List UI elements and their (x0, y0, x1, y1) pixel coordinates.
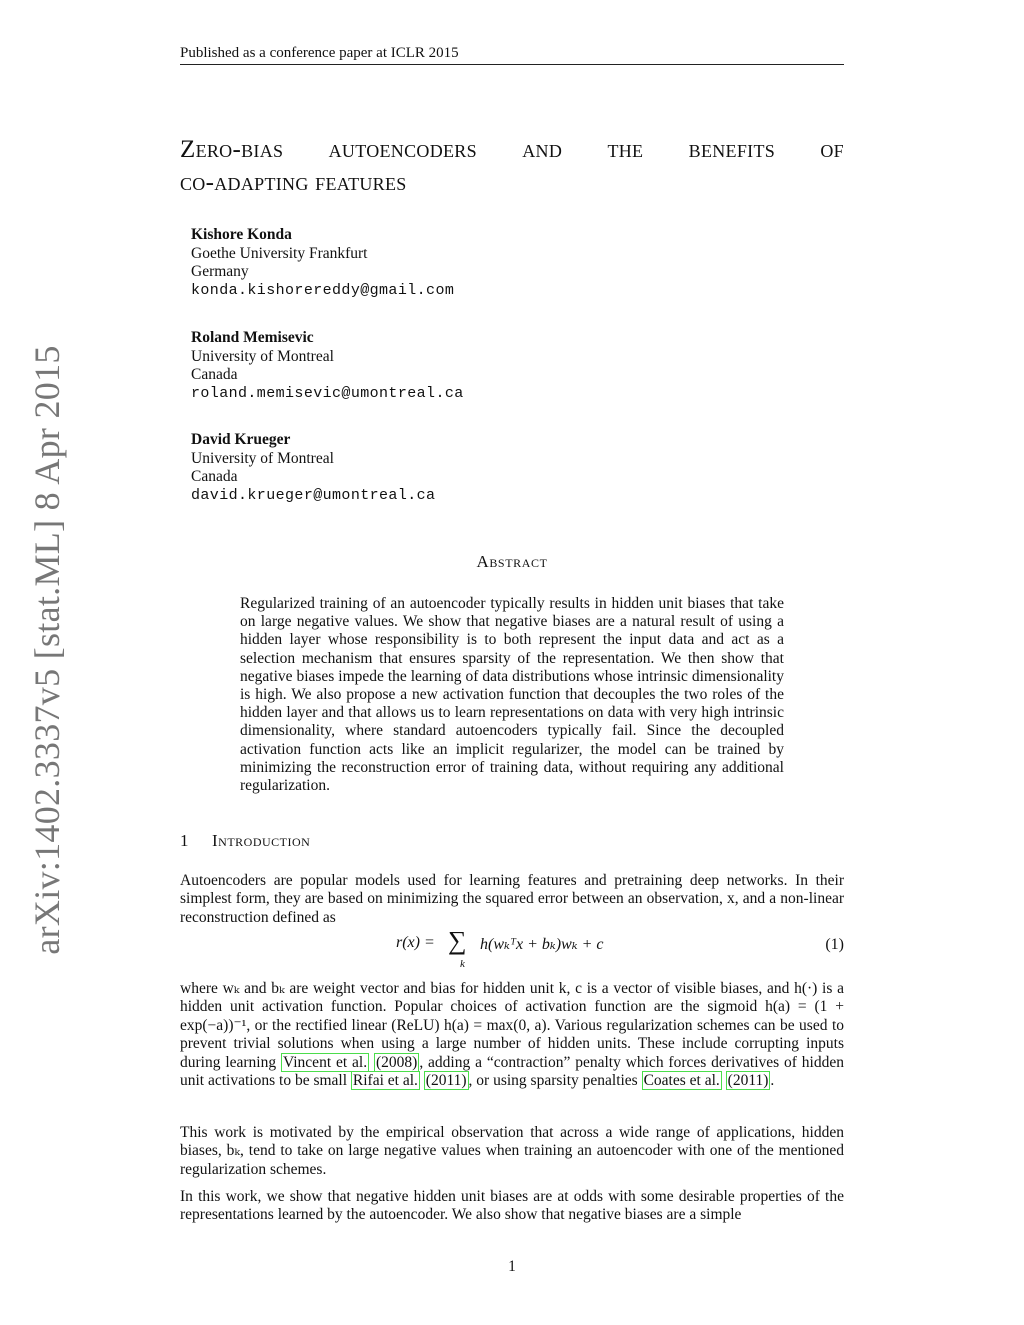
section-number: 1 (180, 831, 189, 850)
author-block (191, 329, 464, 403)
author-name: Roland Memisevic (191, 329, 314, 346)
paper-title (180, 133, 844, 199)
author-country: Germany (191, 263, 249, 280)
author-name: Kishore Konda (191, 226, 292, 243)
running-header: Published as a conference paper at ICLR 2015 (180, 45, 844, 65)
title-word: of (820, 136, 844, 163)
intro-paragraph-3: This work is motivated by the empirical observation that across a wide range of applications, hidden biases, bₖ, tend to take on large negative values when training an autoencoder with one of the mentioned regularization schemes. (180, 1124, 844, 1178)
citation-year-link-coates[interactable]: (2011) (727, 1072, 769, 1090)
author-affiliation: University of Montreal (191, 347, 334, 365)
author-email[interactable]: david.krueger@umontreal.ca (191, 486, 436, 504)
citation-link-coates[interactable]: Coates et al. (643, 1072, 720, 1090)
citation-year-link-rifai[interactable]: (2011) (425, 1072, 467, 1090)
paragraph-text: where wₖ and bₖ are weight vector and bias for hidden unit k, c is a vector of visible biases, and h(·) is a hidden unit activation function. Popular choices of activation function are the sigmoid h(a) = (1 + exp(−a))⁻¹, or the rectified linear (ReLU) h(a) = max(0, a). Various regularization schemes can be used to prevent trivial solutions when using a large number of hidden units. These include corrupting inputs during learning (180, 980, 844, 1071)
title-line-2: co-adapting features (180, 169, 407, 196)
author-affiliation: Goethe University Frankfurt (191, 244, 368, 262)
page-number: 1 (508, 1258, 516, 1275)
author-email[interactable]: konda.kishorereddy@gmail.com (191, 281, 455, 299)
equation-lhs: r(x) = (396, 934, 435, 951)
paragraph-text: , adding a “contraction” penalty which forces derivatives of hidden unit activations to be small (180, 1053, 844, 1090)
title-word: benefits (688, 136, 776, 163)
title-word: Zero-bias (180, 136, 284, 163)
intro-paragraph-1: Autoencoders are popular models used for learning features and pretraining deep networks. In their simplest form, they are based on minimizing the squared error between an observation, x, and a non-linear reconstruction defined as (180, 872, 844, 926)
equation-rhs: h(wₖᵀx + bₖ)wₖ + c (480, 936, 604, 953)
paragraph-text: , or using sparsity penalties (468, 1072, 642, 1090)
author-country: Canada (191, 366, 238, 383)
intro-paragraph-4: In this work, we show that negative hidden unit biases are at odds with some desirable properties of the representations learned by the autoencoder. We also show that negative biases are a simple (180, 1188, 844, 1224)
summation-symbol: ∑ (448, 926, 467, 955)
intro-paragraph-2 (180, 980, 844, 1090)
equation-number: (1) (825, 936, 844, 953)
author-name: David Krueger (191, 431, 291, 448)
citation-link-rifai[interactable]: Rifai et al. (352, 1072, 418, 1090)
citation-link-vincent[interactable]: Vincent et al. (282, 1053, 368, 1071)
abstract-text: Regularized training of an autoencoder typically results in hidden unit biases that take on large negative values. We show that negative biases are a natural result of using a hidden layer whose responsibility is to both represent the input data and act as a selection mechanism that ensures sparsity of the representation. We then show that negative biases impede the learning of data distributions whose intrinsic dimensionality is high. We also propose a new activation function that decouples the two roles of the hidden layer and that allows us to learn representations on data with very high intrinsic dimensionality, where standard autoencoders typically fail. Since the decoupled activation function acts like an implicit regularizer, the model can be trained by minimizing the reconstruction error of training data, without requiring any additional regularization. (240, 595, 784, 795)
title-word: and (522, 136, 563, 163)
title-line-1 (180, 133, 844, 166)
equation-1 (180, 926, 844, 976)
author-country: Canada (191, 468, 238, 485)
abstract-heading: Abstract (476, 552, 548, 571)
citation-year-link-vincent[interactable]: (2008) (375, 1053, 418, 1071)
author-affiliation: University of Montreal (191, 449, 334, 467)
author-block (191, 226, 454, 300)
arxiv-id-text: arXiv:1402.3337v5 [stat.ML] 8 Apr 2015 (27, 345, 67, 955)
paragraph-text: . (770, 1072, 775, 1090)
section-heading (180, 831, 310, 851)
arxiv-side-stamp (22, 345, 72, 955)
title-word: the (607, 136, 644, 163)
author-email[interactable]: roland.memisevic@umontreal.ca (191, 384, 464, 402)
title-word: autoencoders (328, 136, 477, 163)
summation-index: k (460, 958, 465, 970)
author-block (191, 431, 435, 505)
section-title: Introduction (212, 831, 311, 850)
